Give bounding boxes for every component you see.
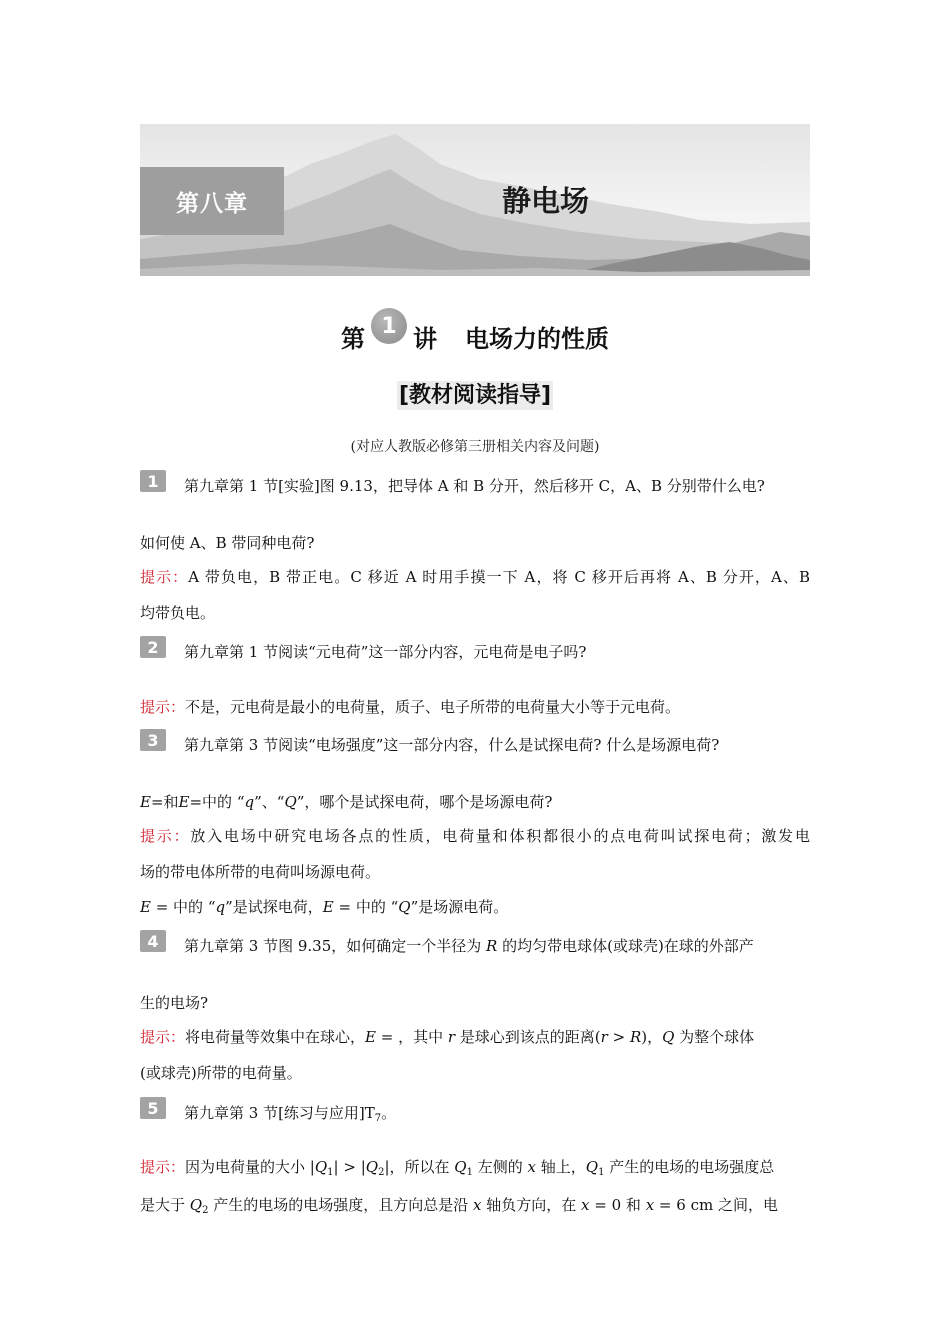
hint-text: 提示：因为电荷量的大小 $|Q_1| > |Q_2|$，所以在 $Q_1$ 左侧的 x 轴上，$Q_1$ 产生的电场的电场强度总 xyxy=(140,1158,775,1178)
hint-text: 提示：A 带负电，B 带正电。C 移近 A 时用手摸一下 A，将 C 移开后再将 A、B 分开，A、B xyxy=(140,568,810,586)
question-number-badge: 2 xyxy=(140,636,166,658)
hint-label: 提示： xyxy=(140,1028,186,1046)
chapter-banner xyxy=(140,124,810,276)
chapter-label: 第八章 xyxy=(140,167,284,235)
hint-text: 提示：将电荷量等效集中在球心，E = ，其中 r 是球心到该点的距离(r > R)，Q 为整个球体 xyxy=(140,1028,755,1046)
section-title: [教材阅读指导] xyxy=(398,383,552,408)
lecture-number-badge: 1 xyxy=(371,308,407,344)
hint-label: 提示： xyxy=(140,568,189,586)
hint-text: 场的带电体所带的电荷叫场源电荷。 xyxy=(140,863,381,881)
hint-text: E = 中的 “q”是试探电荷，E = 中的 “Q”是场源电荷。 xyxy=(140,898,509,916)
lecture-suffix: 讲 xyxy=(413,324,437,353)
question-text: 第九章第 3 节[练习与应用]$T_7$。 xyxy=(184,1104,397,1124)
hint-label: 提示： xyxy=(140,827,191,845)
lecture-name: 电场力的性质 xyxy=(465,324,609,353)
question-text: 第九章第 1 节[实验]图 9.13，把导体 A 和 B 分开，然后移开 C，A、B 分别带什么电? xyxy=(184,477,765,495)
chapter-title: 静电场 xyxy=(502,184,590,218)
hint-text: 均带负电。 xyxy=(140,604,216,622)
question-number-badge: 4 xyxy=(140,930,166,952)
section-subtitle: (对应人教版必修第三册相关内容及问题) xyxy=(350,439,600,455)
question-text: 如何使 A、B 带同种电荷? xyxy=(140,534,315,552)
question-text: 第九章第 3 节图 9.35，如何确定一个半径为 R 的均匀带电球体(或球壳)在球的外部产 xyxy=(184,937,754,955)
hint-text: 提示：不是，元电荷是最小的电荷量，质子、电子所带的电荷量大小等于元电荷。 xyxy=(140,698,681,716)
hint-text: 提示：放入电场中研究电场各点的性质，电荷量和体积都很小的点电荷叫试探电荷；激发电 xyxy=(140,827,810,845)
question-text: 生的电场? xyxy=(140,994,209,1012)
lecture-title xyxy=(0,313,950,368)
question-number-badge: 1 xyxy=(140,470,166,492)
hint-text: (或球壳)所带的电荷量。 xyxy=(140,1064,302,1082)
question-text: 第九章第 1 节阅读“元电荷”这一部分内容，元电荷是电子吗? xyxy=(184,643,587,661)
lecture-prefix: 第 xyxy=(341,324,365,353)
hint-text: 是大于 $Q_2$ 产生的电场的电场强度，且方向总是沿 x 轴负方向，在 x = 0 和 x = 6 cm 之间，电 xyxy=(140,1196,778,1216)
hint-label: 提示： xyxy=(140,698,186,716)
question-number-badge: 3 xyxy=(140,729,166,751)
question-number-badge: 5 xyxy=(140,1097,166,1119)
hint-label: 提示： xyxy=(140,1158,186,1176)
question-text: 第九章第 3 节阅读“电场强度”这一部分内容，什么是试探电荷? 什么是场源电荷? xyxy=(184,736,720,754)
question-text: E=和E=中的 “q”、“Q”，哪个是试探电荷，哪个是场源电荷? xyxy=(140,793,553,811)
